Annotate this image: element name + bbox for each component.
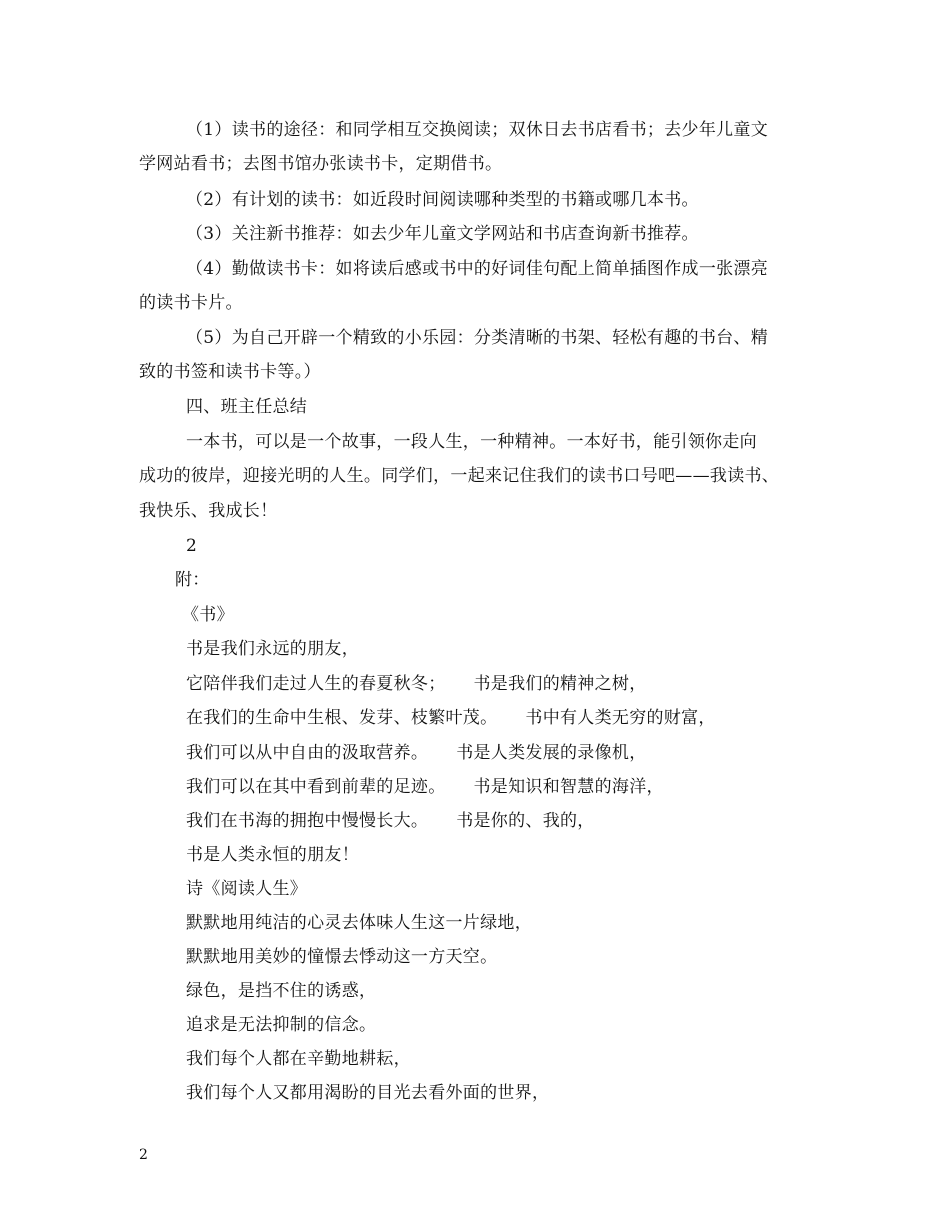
paragraph-5-line-1: （5）为自己开辟一个精致的小乐园：分类清晰的书架、轻松有趣的书台、精 — [186, 328, 769, 348]
poem-1-line-2-part-b: 书是我们的精神之树， — [473, 674, 647, 694]
poem-1-line-7: 书是人类永恒的朋友！ — [186, 845, 359, 865]
page-number: 2 — [139, 1147, 148, 1163]
paragraph-1-line-2: 学网站看书；去图书馆办张读书卡，定期借书。 — [139, 154, 503, 174]
paragraph-1-line-1: （1）读书的途径：和同学相互交换阅读；双休日去书店看书；去少年儿童文 — [186, 120, 769, 140]
poem-1-line-1: 书是我们永远的朋友， — [186, 639, 359, 659]
poem-1-line-6 — [186, 809, 595, 833]
poem-2-line-5: 我们每个人都在辛勤地耕耘， — [186, 1049, 411, 1069]
poem-1-line-4-part-b: 书是人类发展的录像机， — [456, 743, 647, 763]
summary-line-2: 成功的彼岸，迎接光明的人生。同学们，一起来记住我们的读书口号吧——我读书、 — [139, 466, 780, 486]
poem-1-line-3-part-a: 在我们的生命中生根、发芽、枝繁叶茂。 — [186, 708, 498, 728]
poem-1-title: 《书》 — [182, 605, 234, 625]
poem-1-line-6-part-b: 书是你的、我的， — [456, 811, 595, 831]
poem-1-line-2-part-a: 它陪伴我们走过人生的春夏秋冬； — [186, 674, 446, 694]
paragraph-5-line-2: 致的书签和读书卡等。） — [139, 362, 321, 382]
poem-1-line-6-part-a: 我们在书海的拥抱中慢慢长大。 — [186, 811, 429, 831]
poem-2-line-3: 绿色，是挡不住的诱惑， — [186, 981, 377, 1001]
appendix-label: 附： — [175, 570, 210, 590]
poem-1-line-4 — [186, 741, 647, 765]
poem-2-title: 诗《阅读人生》 — [186, 879, 308, 899]
poem-1-line-3-part-b: 书中有人类无穷的财富， — [525, 708, 716, 728]
poem-2-line-4: 追求是无法抑制的信念。 — [186, 1015, 377, 1035]
paragraph-4-line-1: （4）勤做读书卡：如将读后感或书中的好词佳句配上简单插图作成一张漂亮 — [186, 259, 769, 279]
poem-1-line-5 — [186, 775, 664, 799]
poem-2-line-6: 我们每个人又都用渴盼的目光去看外面的世界， — [186, 1083, 550, 1103]
poem-2-line-2: 默默地用美妙的憧憬去悸动这一方天空。 — [186, 947, 498, 967]
summary-line-1: 一本书，可以是一个故事，一段人生，一种精神。一本好书，能引领你走向 — [186, 432, 757, 452]
inline-number: 2 — [186, 536, 198, 556]
poem-1-line-4-part-a: 我们可以从中自由的汲取营养。 — [186, 743, 429, 763]
paragraph-2: （2）有计划的读书：如近段时间阅读哪种类型的书籍或哪几本书。 — [186, 190, 699, 210]
paragraph-4-line-2: 的读书卡片。 — [139, 293, 243, 313]
poem-2-line-1: 默默地用纯洁的心灵去体味人生这一片绿地， — [186, 913, 532, 933]
paragraph-3: （3）关注新书推荐：如去少年儿童文学网站和书店查询新书推荐。 — [186, 224, 699, 244]
summary-line-3: 我快乐、我成长！ — [139, 501, 278, 521]
section-heading: 四、班主任总结 — [186, 397, 308, 417]
poem-1-line-2 — [186, 672, 647, 696]
poem-1-line-5-part-a: 我们可以在其中看到前辈的足迹。 — [186, 777, 446, 797]
poem-1-line-5-part-b: 书是知识和智慧的海洋， — [473, 777, 664, 797]
poem-1-line-3 — [186, 706, 716, 730]
